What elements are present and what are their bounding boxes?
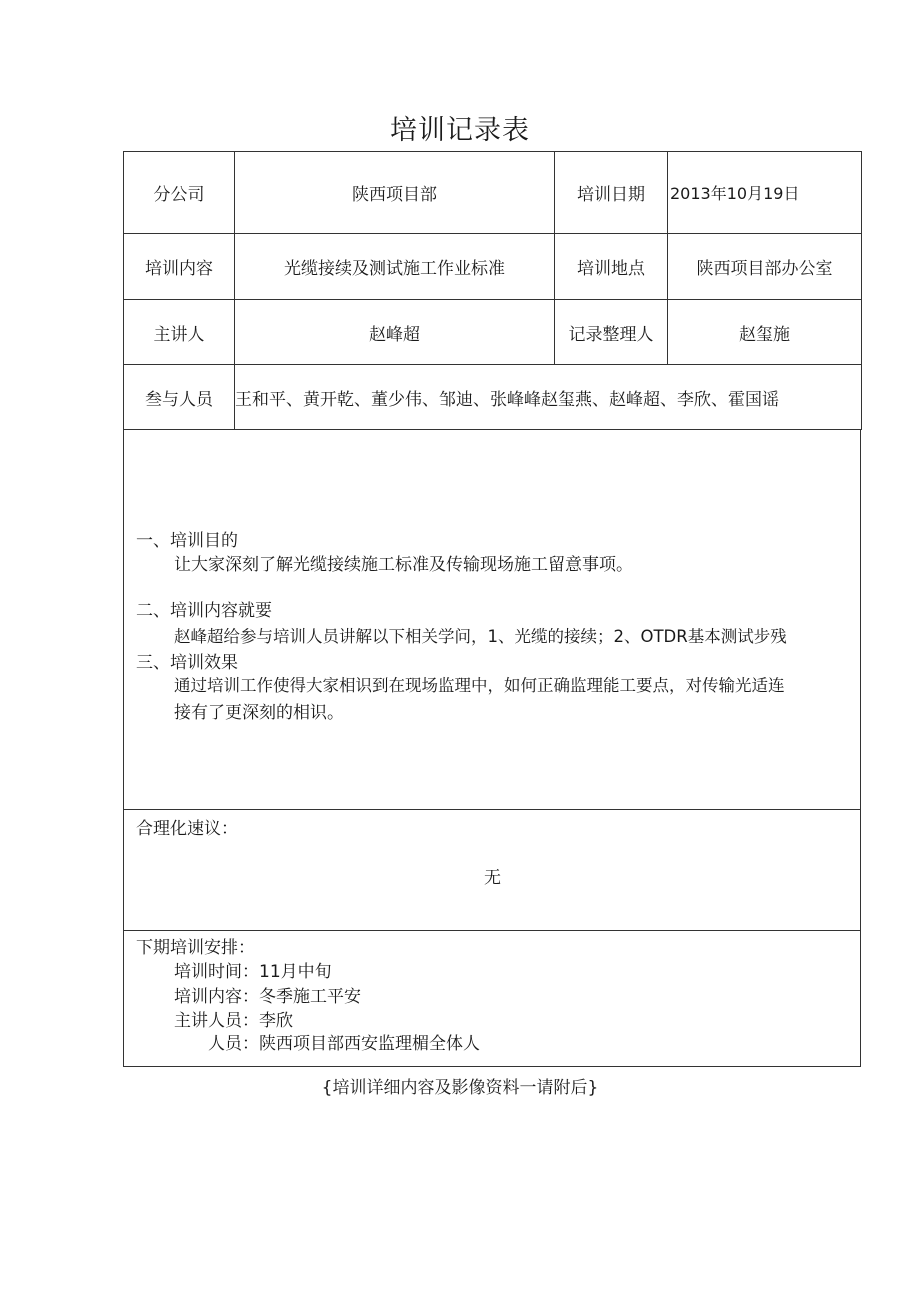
speaker-value: 赵峰超 xyxy=(235,300,555,365)
table-row xyxy=(124,365,862,430)
section-content-title: 二、培训内容就要 xyxy=(136,601,272,621)
section-effect-title: 三、培训效果 xyxy=(136,653,238,673)
suggestion-block xyxy=(123,810,861,931)
suggestion-value: 无 xyxy=(484,868,501,888)
table-row xyxy=(124,300,862,365)
content-label: 培训内容 xyxy=(124,234,235,300)
location-value: 陕西项目部办公室 xyxy=(668,234,862,300)
next-plan-speaker: 主讲人员：李欣 xyxy=(174,1011,293,1031)
next-plan-time: 培训时间：11月中旬 xyxy=(174,962,332,982)
section-purpose-text: 让大家深刻了解光缆接续施工标准及传输现场施工留意事项。 xyxy=(174,555,633,575)
recorder-value: 赵玺施 xyxy=(668,300,862,365)
section-purpose-title: 一、培训目的 xyxy=(136,531,238,551)
branch-value: 陕西项目部 xyxy=(235,152,555,234)
next-plan-label: 下期培训安排： xyxy=(136,938,255,958)
participants-value: 王和平、黄开乾、董少伟、邹迪、张峰峰赵玺燕、赵峰超、李欣、霍国谣 xyxy=(235,365,862,430)
recorder-label: 记录整理人 xyxy=(555,300,668,365)
page-title: 培训记录表 xyxy=(390,115,530,146)
section-content-text: 赵峰超给参与培训人员讲解以下相关学问，1、光缆的接续；2、OTDR基本测试步残 xyxy=(174,627,787,646)
info-table xyxy=(123,151,862,430)
next-plan-people: 人员：陕西项目部西安监理楣全体人 xyxy=(208,1034,480,1054)
date-label: 培训日期 xyxy=(555,152,668,234)
next-plan-block xyxy=(123,931,861,1067)
table-row xyxy=(124,152,862,234)
table-row xyxy=(124,234,862,300)
speaker-label: 主讲人 xyxy=(124,300,235,365)
location-label: 培训地点 xyxy=(555,234,668,300)
branch-label: 分公司 xyxy=(124,152,235,234)
suggestion-label: 合理化速议： xyxy=(136,819,238,839)
next-plan-content: 培训内容：冬季施工平安 xyxy=(174,987,361,1007)
section-effect-text-2: 接有了更深刻的相识。 xyxy=(174,703,344,723)
date-value: 2013年10月19日 xyxy=(668,152,862,234)
participants-label: 叁与人员 xyxy=(124,365,235,430)
training-body xyxy=(123,430,861,810)
content-value: 光缆接续及测试施工作业标准 xyxy=(235,234,555,300)
section-effect-text-1: 通过培训工作使得大家相识到在现场监理中，如何正确监理能工要点，对传输光适连 xyxy=(174,676,785,695)
footer-note: {培训详细内容及影像资料一请附后} xyxy=(321,1078,599,1098)
